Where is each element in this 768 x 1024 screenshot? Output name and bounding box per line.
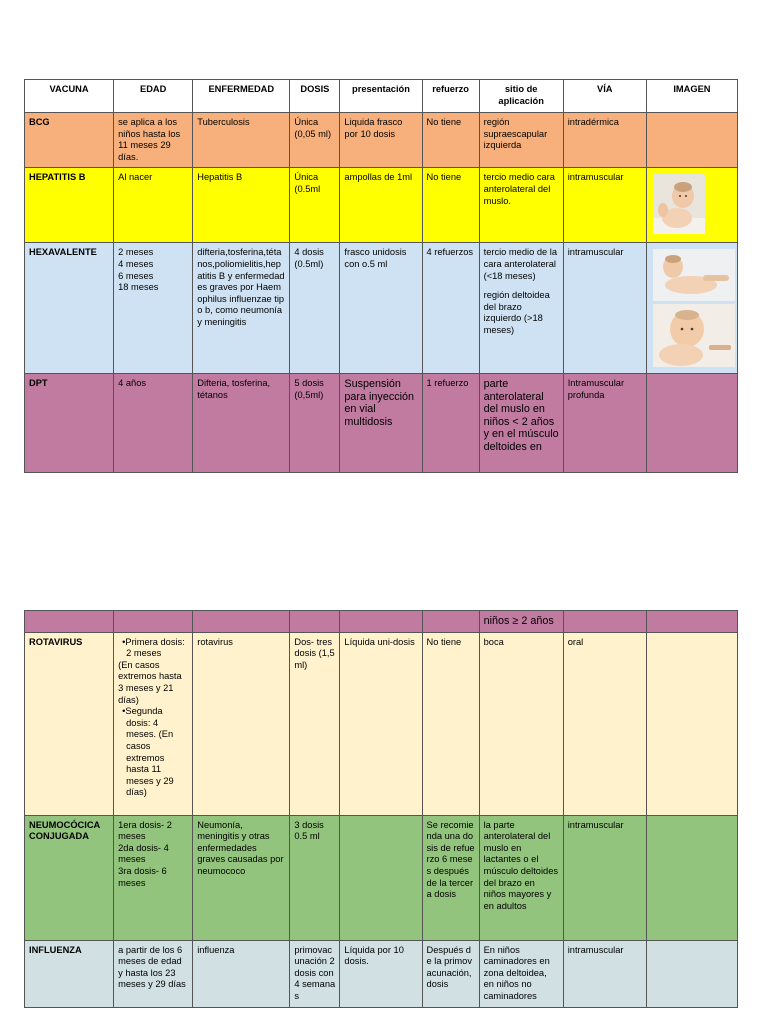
via-cell: intramuscular [563,168,646,243]
vacuna-name: HEXAVALENTE [25,243,114,374]
vacuna-name: ROTAVIRUS [25,632,114,815]
sitio-line: región deltoidea del brazo izquierdo (>18 meses) [483,290,550,335]
edad-cell [114,632,193,815]
imagen-cell [646,373,737,472]
col-header-imagen: IMAGEN [646,80,737,113]
row-neumococica [25,815,738,940]
sitio-line: tercio medio de la cara anterolateral (<18 meses) [483,247,557,281]
refuerzo-cell: No tiene [422,113,479,168]
edad-cell: Al nacer [114,168,193,243]
refuerzo-cell: Se recomienda una dosis de refuerzo 6 meses después de la tercera dosis [422,815,479,940]
presentacion-cell: Suspensión para inyección en vial multidosis [340,373,422,472]
edad-line: (En casos extremos hasta 3 meses y 21 días) [118,659,182,705]
enfermedad-cell: difteria,tosferina,tétanos,poliomielitis,hepatitis B y enfermedades graves por Haemophilus influenzae tipo b, como neumonía y meningitis [193,243,290,374]
vacuna-name: INFLUENZA [25,940,114,1007]
sitio-cell: región supraescapular izquierda [479,113,563,168]
refuerzo-cell: 4 refuerzos [422,243,479,374]
row-hexavalente [25,243,738,374]
via-cell: oral [563,632,646,815]
presentacion-cell: frasco unidosis con o.5 ml [340,243,422,374]
vaccine-table-page1 [24,79,738,473]
sitio-cell [479,373,563,472]
enfermedad-cell: Neumonía, meningitis y otras enfermedades graves causadas por neumococo [193,815,290,940]
edad-line: 2 meses [118,247,154,258]
col-header-presentacion: presentación [340,80,422,113]
dosis-cell: primovacunación 2 dosis con 4 semanas [290,940,340,1007]
presentacion-cell: ampollas de 1ml [340,168,422,243]
baby-photos-image [653,249,735,367]
imagen-cell [646,243,737,374]
col-header-dosis: DOSIS [290,80,340,113]
presentacion-cell [340,815,422,940]
edad-line: 2da dosis- 4 meses [118,842,169,865]
dosis-cell: Dos- tres dosis (1,5 ml) [290,632,340,815]
continuation-row [25,611,738,633]
col-header-enfermedad: ENFERMEDAD [193,80,290,113]
refuerzo-cell: No tiene [422,632,479,815]
edad-line: 1era dosis- 2 meses [118,819,172,842]
col-header-via: VÍA [563,80,646,113]
dosis-cell: 5 dosis (0,5ml) [290,373,340,472]
baby-photo-image [653,174,705,234]
enfermedad-cell: Hepatitis B [193,168,290,243]
presentacion-cell: Líquida por 10 dosis. [340,940,422,1007]
sitio-cell: En niños caminadores en zona deltoidea, en niños no caminadores [479,940,563,1007]
vacuna-name: DPT [25,373,114,472]
dosis-cell: Única (0,05 ml) [290,113,340,168]
sitio-cell [479,243,563,374]
via-cell: intramuscular [563,815,646,940]
presentacion-cell: Liquida frasco por 10 dosis [340,113,422,168]
dosis-cell: 3 dosis 0.5 ml [290,815,340,940]
via-cell: intramuscular [563,243,646,374]
col-header-vacuna: VACUNA [25,80,114,113]
sitio-cell: la parte anterolateral del muslo en lactantes o el músculo deltoides del brazo en niños mayores y en adultos [479,815,563,940]
edad-cell [114,815,193,940]
imagen-cell [646,168,737,243]
imagen-cell [646,940,737,1007]
edad-cell [114,243,193,374]
via-cell: intradérmica [563,113,646,168]
refuerzo-cell: Después de la primovacunación, dosis [422,940,479,1007]
row-rotavirus [25,632,738,815]
col-header-sitio: sitio de aplicación [479,80,563,113]
row-influenza [25,940,738,1007]
edad-line: 6 meses [118,270,154,281]
col-header-edad: EDAD [114,80,193,113]
edad-cell: a partir de los 6 meses de edad y hasta los 23 meses y 29 días [114,940,193,1007]
enfermedad-cell: influenza [193,940,290,1007]
sitio-cell: tercio medio cara anterolateral del muslo. [479,168,563,243]
refuerzo-cell: 1 refuerzo [422,373,479,472]
dosis-cell: 4 dosis (0.5ml) [290,243,340,374]
enfermedad-cell: Difteria, tosferina, tétanos [193,373,290,472]
imagen-cell [646,815,737,940]
row-hepatitis-b [25,168,738,243]
col-header-refuerzo: refuerzo [422,80,479,113]
vacuna-name: HEPATITIS B [25,168,114,243]
vacuna-name: NEUMOCÓCICA CONJUGADA [25,815,114,940]
vaccine-table-page2 [24,610,738,1008]
edad-cell: 4 años [114,373,193,472]
dosis-cell: Única (0.5ml [290,168,340,243]
refuerzo-cell: No tiene [422,168,479,243]
via-cell: intramuscular [563,940,646,1007]
sitio-cell: boca [479,632,563,815]
imagen-cell [646,113,737,168]
header-row [25,80,738,113]
continuation-text: niños ≥ 2 años [479,611,563,633]
row-dpt [25,373,738,472]
row-bcg [25,113,738,168]
sitio-text: parte anterolateral del muslo en niños < 2 años y en el músculo deltoides en [483,377,559,453]
edad-line: •Segunda dosis: 4 meses. (En casos extremos hasta 11 meses y 29 días) [122,706,174,798]
edad-line: •Primera dosis: 2 meses [122,636,185,659]
edad-line: 3ra dosis- 6 meses [118,865,167,888]
presentacion-cell: Líquida uni-dosis [340,632,422,815]
vacuna-name: BCG [25,113,114,168]
enfermedad-cell: Tuberculosis [193,113,290,168]
edad-cell: se aplica a los niños hasta los 11 meses 29 días. [114,113,193,168]
enfermedad-cell: rotavirus [193,632,290,815]
edad-line: 18 meses [118,282,159,293]
edad-line: 4 meses [118,258,154,269]
via-cell: Intramuscular profunda [563,373,646,472]
imagen-cell [646,632,737,815]
